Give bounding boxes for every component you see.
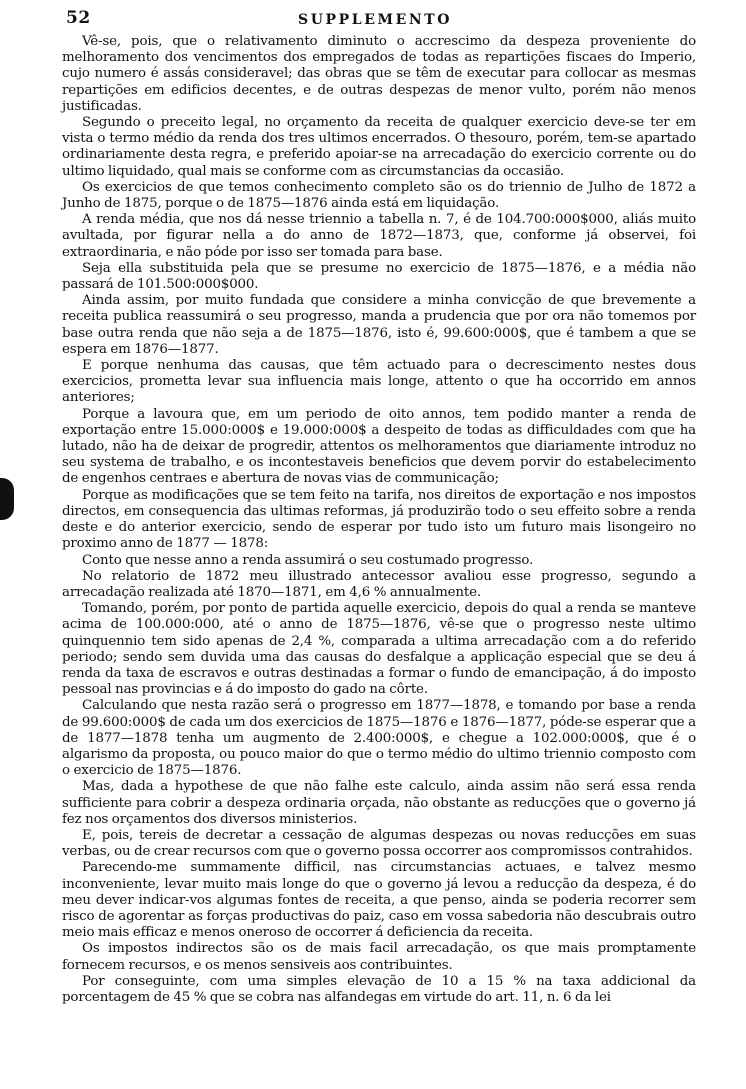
body-text (62, 34, 696, 1006)
paragraph: Parecendo-me summamente difficil, nas circumstancias actuaes, e talvez mesmo inconveniente, levar muito mais longe do que o governo já levou a reducção da despeza, é do meu dever indicar-vos algumas fontes de receita, a que penso, ainda se poderia recorrer sem risco de agorentar as forças productivas do paiz, caso em vossa sabedoria não descubrais outro meio mais efficaz e menos oneroso de occorrer á deficiencia da receita. (62, 860, 696, 941)
page-number: 52 (66, 8, 91, 28)
paragraph: Seja ella substituida pela que se presume no exercicio de 1875—1876, e a média não passará de 101.500:000$000. (62, 260, 696, 293)
paragraph: Os exercicios de que temos conhecimento completo são os do triennio de Julho de 1872 a Junho de 1875, porque o de 1875—1876 ainda está em liquidação. (62, 179, 696, 212)
paragraph: Porque a lavoura que, em um periodo de oito annos, tem podido manter a renda de exportação entre 15.000:000$ e 19.000:000$ a despeito de todas as difficuldades com que ha lutado, não ha de deixar de progredir, attentos os melhoramentos que diariamente introduz no seu systema de trabalho, e os incontestaveis beneficios que devem porvir do estabelecimento de engenhos centraes e abertura de novas vias de communicação; (62, 406, 696, 487)
paragraph: Porque as modificações que se tem feito na tarifa, nos direitos de exportação e nos impostos directos, em consequencia das ultimas reformas, já produzirão todo o seu effeito sobre a renda deste e do anterior exercicio, sendo de esperar por tudo isto um futuro mais lisongeiro no proximo anno de 1877 — 1878: (62, 487, 696, 552)
paragraph: Calculando que nesta razão será o progresso em 1877—1878, e tomando por base a renda de 99.600:000$ de cada um dos exercicios de 1875—1876 e 1876—1877, póde-se esperar que a de 1877—1878 tenha um augmento de 2.400:000$, e chegue a 102.000:000$, que é o algarismo da proposta, ou pouco maior do que o termo médio do ultimo triennio composto com o exercicio de 1875—1876. (62, 698, 696, 779)
paragraph: Ainda assim, por muito fundada que considere a minha convicção de que brevemente a receita publica reassumirá o seu progresso, manda a prudencia que por ora não tomemos por base outra renda que não seja a de 1875—1876, isto é, 99.600:000$, que é tambem a que se espera em 1876—1877. (62, 293, 696, 357)
running-title: SUPPLEMENTO (298, 12, 453, 28)
paragraph: Segundo o preceito legal, no orçamento da receita de qualquer exercicio deve-se ter em vista o termo médio da renda dos tres ultimos encerrados. O thesouro, porém, tem-se apartado ordinariamente desta regra, e preferido apoiar-se na arrecadação do exercicio corrente ou do ultimo liquidado, qual mais se conforme com as circumstancias da occasião. (62, 115, 696, 179)
paragraph: Vê-se, pois, que o relativamento diminuto o accrescimo da despeza proveniente do melhoramento dos vencimentos dos empregados de todas as repartições fiscaes do Imperio, cujo numero é assás consideravel; das obras que se têm de executar para collocar as mesmas repartições em edificios decentes, e de outras despezas de menor vulto, porém não menos justificadas. (62, 34, 696, 114)
paragraph: No relatorio de 1872 meu illustrado antecessor avaliou esse progresso, segundo a arrecadação realizada até 1870—1871, em 4,6 % annualmente. (62, 568, 696, 600)
paragraph: Por conseguinte, com uma simples elevação de 10 a 15 % na taxa addicional da porcentagem de 45 % que se cobra nas alfandegas em virtude do art. 11, n. 6 da lei (62, 973, 696, 1005)
paragraph: Os impostos indirectos são os de mais facil arrecadação, os que mais promptamente fornecem recursos, e os menos sensiveis aos contribuintes. (62, 941, 696, 973)
paragraph: Tomando, porém, por ponto de partida aquelle exercicio, depois do qual a renda se manteve acima de 100.000:000, até o anno de 1875—1876, vê-se que o progresso neste ultimo quinquennio tem sido apenas de 2,4 %, comparada a ultima arrecadação com a do referido periodo; sendo sem duvida uma das causas do desfalque a applicação especial que se deu á renda da taxa de escravos e outras destinadas a formar o fundo de emancipação, á do imposto pessoal nas provincias e á do imposto do gado na côrte. (62, 601, 696, 698)
paragraph: E, pois, tereis de decretar a cessação de algumas despezas ou novas reducções em suas verbas, ou de crear recursos com que o governo possa occorrer aos compromissos contrahidos. (62, 827, 696, 860)
paragraph: E porque nenhuma das causas, que têm actuado para o decrescimento nestes dous exercicios, prometta levar sua influencia mais longe, attento o que ha occorrido em annos anteriores; (62, 358, 696, 406)
paragraph: Conto que nesse anno a renda assumirá o seu costumado progresso. (82, 552, 534, 568)
binding-hole-mark (0, 478, 14, 520)
paragraph: Mas, dada a hypothese de que não falhe este calculo, ainda assim não será essa renda sufficiente para cobrir a despeza ordinaria orçada, não obstante as reducções que o governo já fez nos orçamentos dos diversos ministerios. (62, 779, 696, 827)
page-header (62, 8, 696, 28)
paragraph: A renda média, que nos dá nesse triennio a tabella n. 7, é de 104.700:000$000, aliás muito avultada, por figurar nella a do anno de 1872—1873, que, conforme já observei, foi extraordinaria, e não póde por isso ser tomada para base. (62, 212, 696, 260)
document-page (62, 8, 696, 1006)
